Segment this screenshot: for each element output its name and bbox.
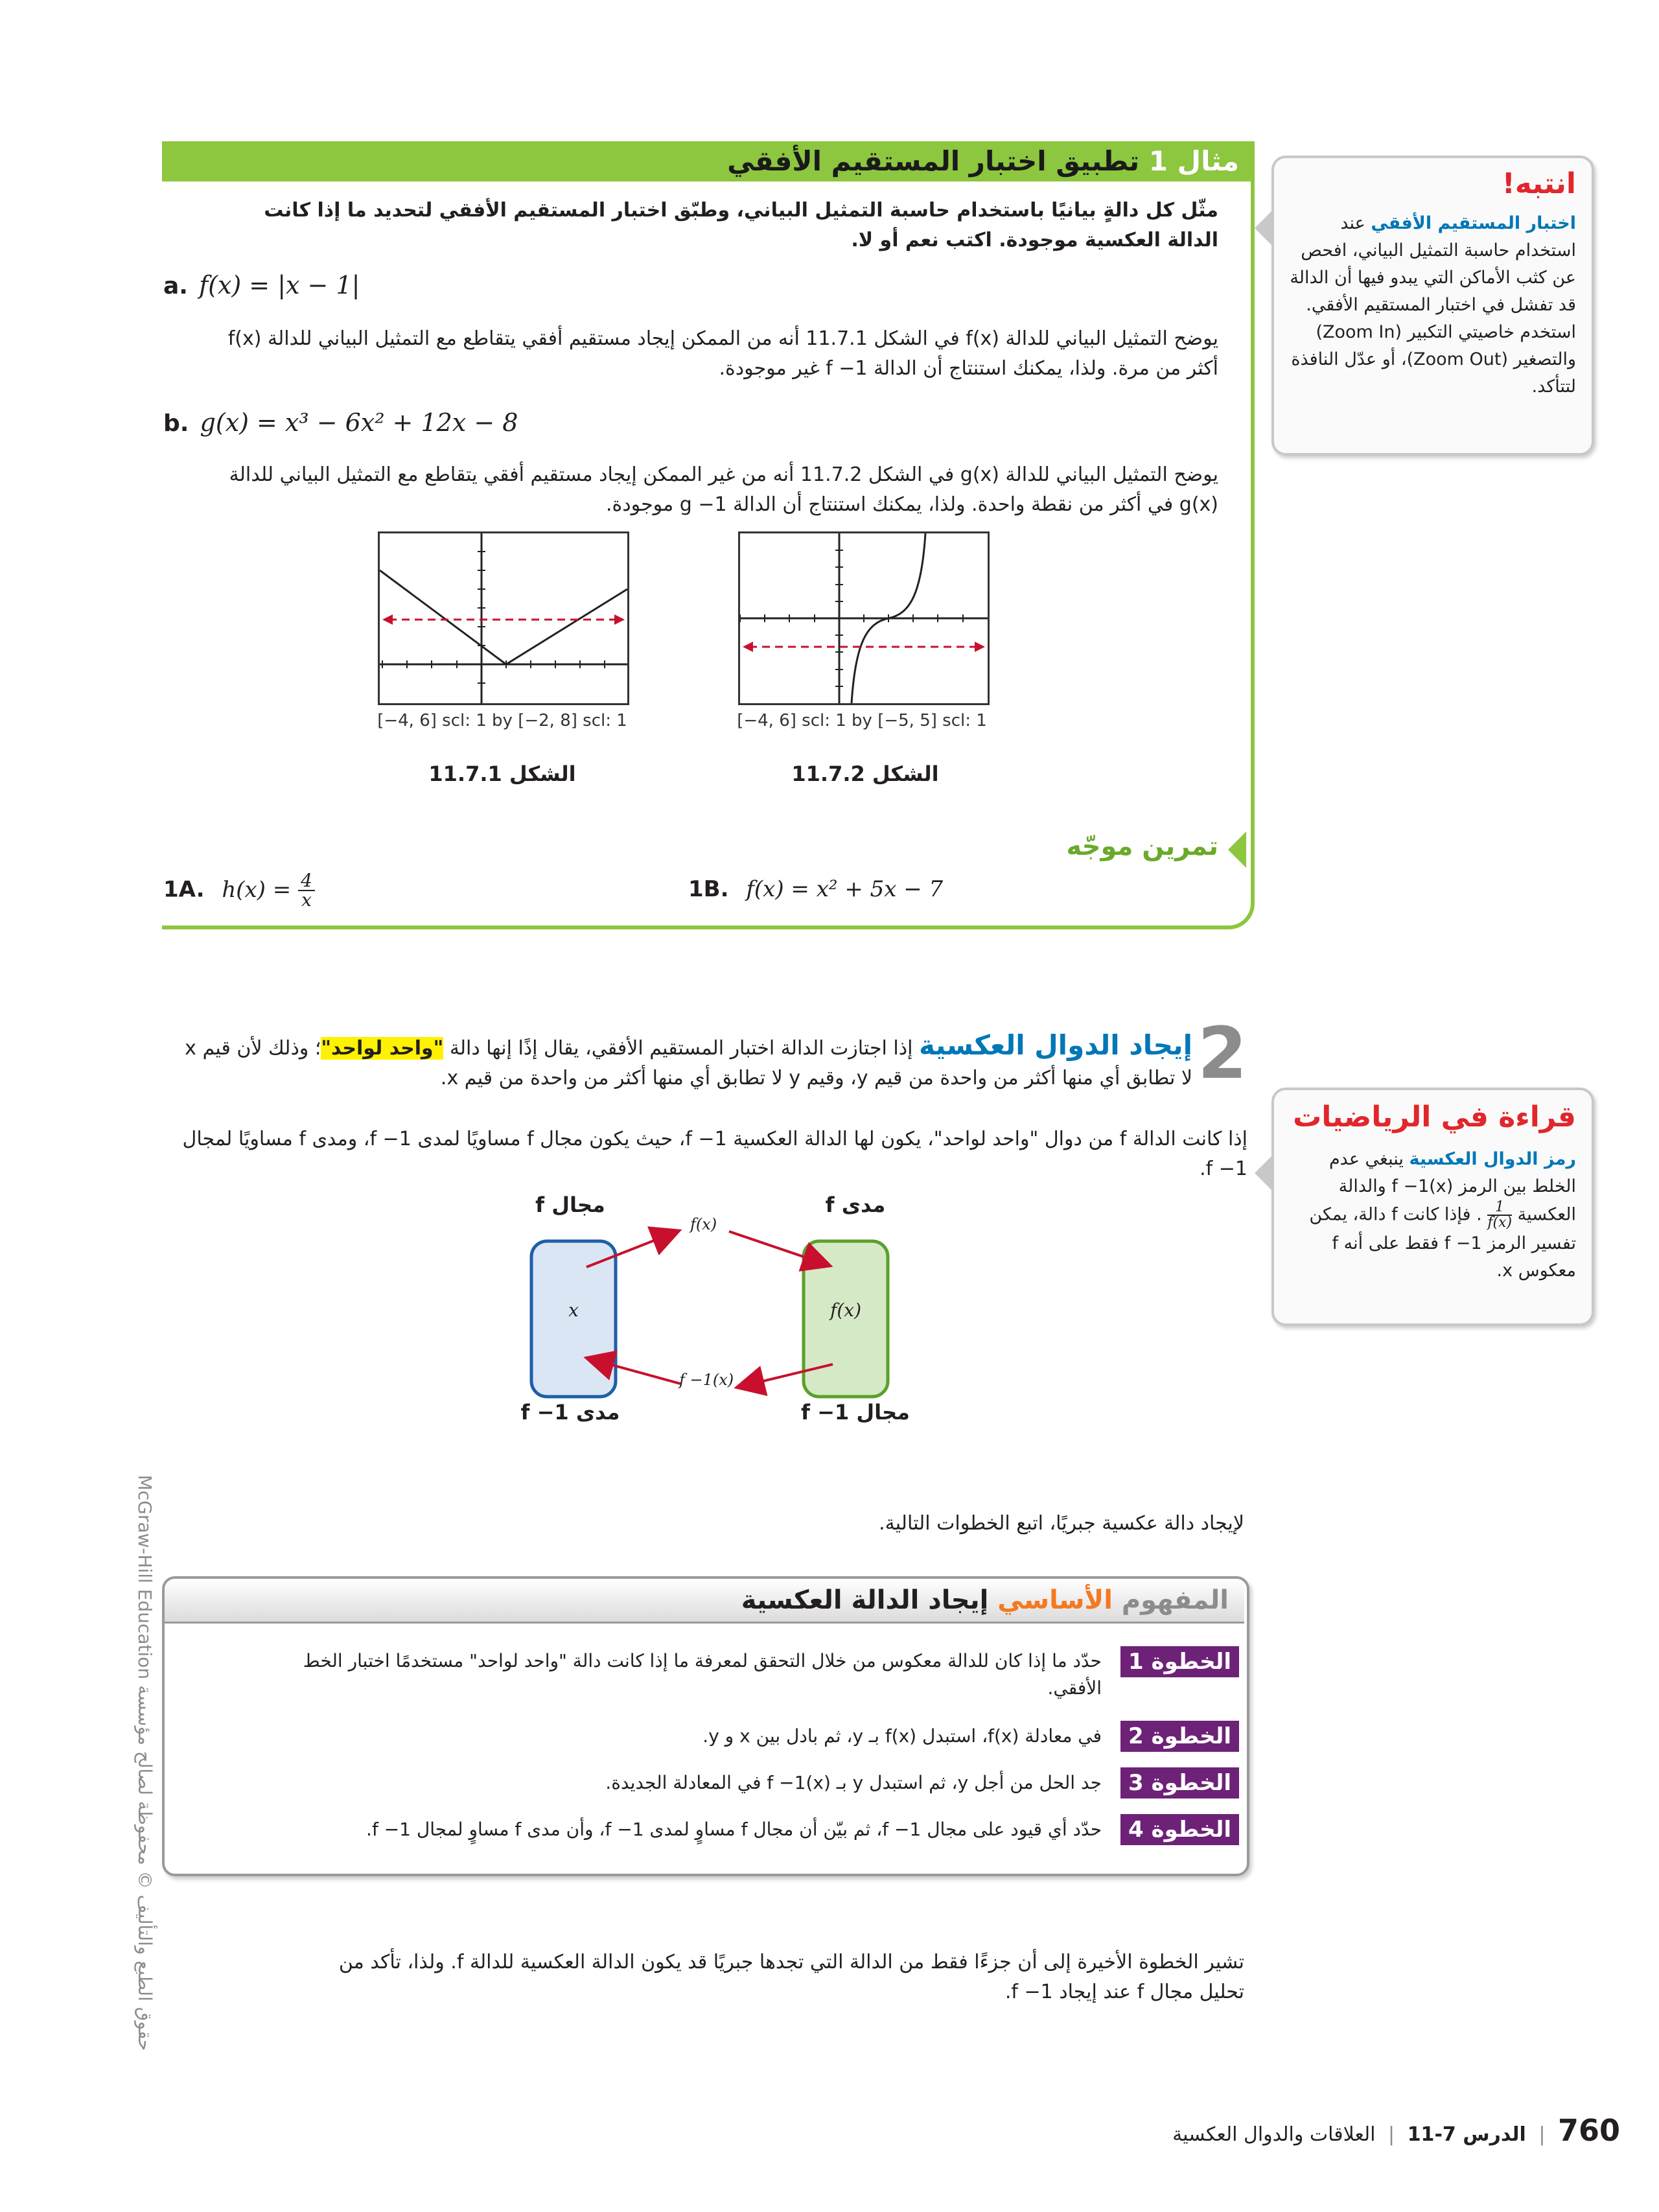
closing-paragraph: تشير الخطوة الأخيرة إلى أن جزءًا فقط من الدالة التي تجدها جبريًا قد يكون الدالة العكسية للدالة f. ولذا، تأكد من تحليل مجال f عند إيجاد f −1. [338,1951,1244,2003]
reading-text-1: ينبغي عدم الخلط بين الرمز f −1(x) والدالة العكسية [1328,1149,1576,1225]
section-number: 2 [1198,1012,1247,1095]
caution-title: انتبه! [1502,167,1576,200]
reading-fraction-den: f(x) [1487,1215,1513,1231]
key-concept-title: إيجاد الدالة العكسية [741,1585,989,1615]
section-2-paragraph: إذا كانت الدالة f من دوال "واحد لواحد"، يكون لها الدالة العكسية f −1، حيث يكون مجال f مساويًا لمدى f −1، ومدى f مساويًا لمجال f −1. [182,1128,1247,1180]
part-a-explanation: يوضح التمثيل البياني للدالة f(x) في الشكل 11.7.1 أنه من الممكن إيجاد مستقيم أفقي يتقاطع مع التمثيل البياني للدالة f(x) أكثر من مرة. ولذا، يمكنك استنتاج أن الدالة f −1 غير موجودة. [227,327,1218,380]
range-finv-label: مدى f −1 [520,1400,620,1425]
part-b-heading [163,408,518,437]
section-2-intro-text: إذا اجتازت الدالة اختبار المستقيم الأفقي، يقال إذًا إنها دالة [449,1037,913,1060]
example-1-instruction: مثّل كل دالةٍ بيانيًا باستخدام حاسبة التمثيل البياني، وطبّق اختبار المستقيم الأفقي لتحديد ما إذا كانت الدالة العكسية موجودة. اكتب نعم أو لا. [264,199,1218,251]
key-concept-label: المفهوم [1121,1585,1229,1615]
graph-figure-11-7-2 [738,531,990,705]
graph-2-window: [−4, 6] scl: 1 by [−5, 5] scl: 1 [737,711,987,730]
abs-value-curve [380,570,627,664]
reading-term: رمز الدوال العكسية [1409,1149,1576,1169]
guided-practice-label: تمرين موجّه [1066,832,1218,861]
example-1-title-bar [727,141,1252,181]
exercise-1a-denominator: x [301,889,312,911]
key-concept-title-bar [741,1579,1229,1622]
part-a-function: f(x) = |x − 1| [199,271,360,299]
graph-1-window: [−4, 6] scl: 1 by [−2, 8] scl: 1 [377,711,627,730]
caution-note [1271,156,1594,456]
footer-lesson: الدرس 7-11 [1407,2123,1526,2146]
section-2-title: إيجاد الدوال العكسية [918,1029,1192,1061]
range-f-label: مدى f [825,1193,886,1217]
graph-2-caption: الشكل 11.7.2 [791,762,939,786]
one-to-one-highlight: "واحد لواحد" [321,1037,444,1060]
step-2-text: في معادلة f(x)، استبدل f(x) بـ y، ثم بادل بين x و y. [702,1725,1102,1747]
exercise-1b-label: 1B. [688,876,729,902]
key-concept-header [165,1579,1244,1624]
part-b-explanation: يوضح التمثيل البياني للدالة g(x) في الشكل 11.7.2 أنه من غير الممكن إيجاد مستقيم أفقي يتقاطع مع التمثيل البياني للدالة g(x) في أكثر من نقطة واحدة. ولذا، يمكنك استنتاج أن الدالة g −1 موجودة. [229,463,1218,516]
step-4-badge: الخطوة 4 [1120,1814,1239,1845]
caution-text: عند استخدام حاسبة التمثيل البياني، افحص عن كثب الأماكن التي يبدو فيها أن الدالة قد تفشل في اختبار المستقيم الأفقي. استخدم خاصيتي التكبير (Zoom In) والتصغير (Zoom Out)، أو عدّل النافذة لتتأكد. [1290,213,1576,397]
algebra-intro: لإيجاد دالة عكسية جبريًا، اتبع الخطوات التالية. [879,1512,1244,1535]
section-2-intro-rest: ؛ وذلك لأن قيم x لا تطابق أي منها أكثر من واحدة من قيم y، وقيم y لا تطابق أي منها أكثر من واحدة من قيم x. [185,1037,1192,1089]
graph-figure-11-7-1 [378,531,629,705]
section-2-intro [181,1030,1192,1093]
domain-box-value: x [568,1299,579,1321]
exercise-1b-function: f(x) = x² + 5x − 7 [746,876,944,902]
footer-divider-2: | [1388,2123,1395,2146]
step-3-badge: الخطوة 3 [1120,1767,1239,1799]
reading-text-2: . فإذا كانت f دالة، يمكن تفسير الرمز f −1 فقط على أنه f معكوس x. [1309,1204,1576,1281]
graph-abs-value-plot [380,533,627,703]
example-number: مثال 1 [1148,145,1239,177]
part-b-label: b. [163,410,189,437]
part-b-function: g(x) = x³ − 6x² + 12x − 8 [200,408,518,437]
arrowhead-right [975,642,985,652]
reading-body [1288,1146,1576,1285]
exercise-1a-lhs: h(x) = [222,876,292,903]
example-1-frame [162,141,1255,929]
part-a-label: a. [163,273,188,299]
arrowhead-left [743,642,753,652]
arrow-label-finv: f −1(x) [679,1371,734,1389]
range-box-value: f(x) [830,1299,861,1321]
exercise-1b [688,876,943,902]
caution-pointer [1255,210,1273,246]
step-4-text: حدّد أي قيود على مجال f −1، ثم بيّن أن مجال f مساوٍ لمدى f −1، وأن مدى f مساوٍ لمجال f −1. [366,1819,1102,1840]
exercise-1a [163,872,315,909]
caution-body [1288,210,1576,401]
step-3-text: جد الحل من أجل y، ثم استبدل y بـ f −1(x) في المعادلة الجديدة. [605,1772,1102,1793]
caution-term: اختبار المستقيم الأفقي [1371,213,1576,233]
footer-divider: | [1538,2123,1546,2146]
arrowhead-left [382,614,393,625]
graph-1-caption: الشكل 11.7.1 [428,762,576,786]
reading-pointer [1255,1155,1273,1191]
domain-f-label: مجال f [535,1193,605,1217]
page-number: 760 [1557,2113,1620,2148]
domain-finv-label: مجال f −1 [801,1400,910,1425]
page-footer [972,2113,1620,2148]
arrowhead-right [614,614,625,625]
exercise-1a-label: 1A. [163,876,205,903]
graph-cubic-plot [740,533,988,703]
footer-title: العلاقات والدوال العكسية [1172,2123,1376,2146]
step-1-badge: الخطوة 1 [1120,1646,1239,1677]
copyright-credit: حقوق الطبع والتأليف © محفوظة لصالح مؤسسة McGraw-Hill Education [134,1474,156,2051]
step-1-text: حدّد ما إذا كان للدالة معكوس من خلال التحقق لمعرفة ما إذا كانت دالة "واحد لواحد" مستخدمًا اختبار الخط الأفقي. [303,1650,1102,1699]
step-2-badge: الخطوة 2 [1120,1721,1239,1752]
reading-fraction-num: 1 [1487,1200,1512,1216]
exercise-1a-fraction [298,872,315,909]
example-1-header [162,141,1252,181]
reading-fraction [1487,1200,1512,1230]
guided-practice-marker [1228,832,1246,868]
arrow-label-fx: f(x) [690,1215,717,1233]
example-title: تطبيق اختبار المستقيم الأفقي [727,145,1140,177]
reading-math-note [1271,1088,1594,1326]
exercise-1a-numerator: 4 [298,872,315,891]
key-concept-label-accent: الأساسي [997,1585,1113,1615]
reading-title: قراءة في الرياضيات [1293,1100,1576,1134]
part-a-heading [163,271,360,299]
